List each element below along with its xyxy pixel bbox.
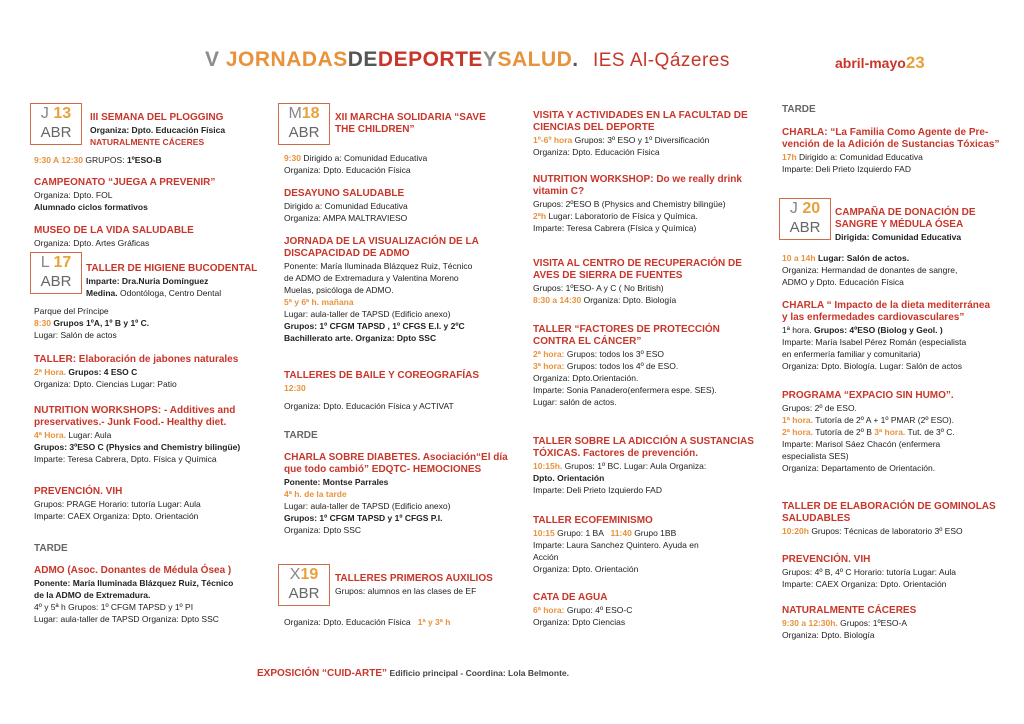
event-audience: Dirigido a: Comunidad Educativa (303, 153, 428, 163)
event-title: PROGRAMA “EXPACIO SIN HUMO”. (782, 390, 954, 401)
event-speaker: Imparte: Dra.Nuria Domínguez (86, 276, 209, 286)
event-speaker: Imparte: Teresa Cabrera, Dpto. Física y Química (34, 454, 217, 464)
event-title-2: vención de la Adición de Sustancias Tóxicas” (782, 139, 1000, 150)
event-time-2: 2ª hora. (782, 427, 814, 437)
event-groups: 4º y 5ª h Grupos: 1º CFGM TAPSD y 1º PI (34, 602, 194, 612)
footer-detail: Edificio principal - Coordina: Lola Belmonte. (389, 668, 569, 678)
event-title-2: CIENCIAS DEL DEPORTE (533, 122, 655, 133)
title-deporte: DEPORTE (377, 48, 483, 71)
event-groups-label: GRUPOS: (85, 155, 125, 165)
date-number: 17 (53, 254, 72, 271)
event-title: TALLER: Elaboración de jabones naturales (34, 354, 239, 365)
event-title-2: DISCAPACIDAD DE ADMO (284, 248, 410, 259)
event-title: NATURALMENTE CÁCERES (782, 605, 917, 616)
event-groups: Grupos: 4º B, 4º C Horario: tutoría Lugar: Aula (782, 567, 956, 577)
event-audience: Dirigido a: Comunidad Educativa (799, 152, 923, 162)
event-org: Organiza: Dpto. Biología (583, 295, 677, 305)
school-name: IES Al-Qázeres (592, 50, 730, 71)
event-place: Lugar: salón de actos. (533, 397, 617, 407)
event-time: 1ª hora. (782, 415, 814, 425)
event-title: CAMPEONATO “JUEGA A PREVENIR” (34, 177, 216, 188)
date-weekday: J (40, 105, 49, 122)
event-title: XII MARCHA SOLIDARIA “SAVE (335, 112, 486, 123)
event-title: CHARLA SOBRE DIABETES. Asociación“El día (284, 452, 508, 463)
event-time: 1ª hora. (782, 325, 812, 335)
event-time: 1º-6º hora (533, 135, 573, 145)
event-time: 10:20h (782, 526, 809, 536)
event-title-2: y las enfermedades cardiovasculares” (782, 312, 965, 323)
event-org-2: ADMO y Dpto. Educación Física (782, 277, 904, 287)
date-weekday: L (40, 254, 50, 271)
event-org: Organiza: Dpto. Biología (782, 630, 875, 640)
date-weekday: X (289, 566, 301, 583)
date-box-18 (278, 103, 330, 145)
date-box-17 (30, 252, 82, 294)
event-groups: Grupos: Técnicas de laboratorio 3º ESO (811, 526, 963, 536)
event-time: 17h (782, 152, 797, 162)
event-title: VISITA Y ACTIVIDADES EN LA FACULTAD DE (533, 110, 748, 121)
event-time: 2ª Hora. (34, 367, 66, 377)
period (835, 53, 925, 73)
date-number: 19 (300, 566, 319, 583)
event-speaker-2: de la ADMO de Extremadura. (34, 590, 151, 600)
event-groups: Grupos: 3ºESO C (Physics and Chemistry bilingüe) (34, 442, 241, 452)
event-detail-3: Tut. de 3º C. (907, 427, 955, 437)
event-org: Bachillerato arte. Organiza: Dpto SSC (284, 333, 437, 343)
event-speaker-2: especialista SES) (782, 451, 849, 461)
event-time: 1ª y 3ª h (417, 617, 451, 627)
event-groups: Grupos: 3º ESO y 1º Diversificación (574, 135, 710, 145)
title-y: Y (482, 48, 498, 71)
event-audience: Alumnado ciclos formativos (34, 202, 148, 212)
event-org: Organiza: Dpto. Ciencias Lugar: Patio (34, 379, 177, 389)
event-title: TALLERES PRIMEROS AUXILIOS (335, 573, 493, 584)
title-salud: SALUD (497, 48, 573, 71)
event-time: 9:30 (284, 153, 302, 163)
event-org: Organiza: Dpto.Orientación. (533, 373, 639, 383)
event-time: 4ª h. de la tarde (284, 489, 347, 499)
event-groups: Grupos: 1ºESO-A (840, 618, 908, 628)
event-title: VISITA AL CENTRO DE RECUPERACIÓN DE (533, 258, 742, 269)
event-org: Organiza: Departamento de Orientación. (782, 463, 936, 473)
event-title-2: THE CHILDREN” (335, 124, 415, 135)
event-org: Dpto. Orientación (533, 473, 605, 483)
event-groups: Grupos: 2ºESO B (Physics and Chemistry bilingüe) (533, 199, 726, 209)
event-speaker-2: en enfermería familiar y comunitaria) (782, 349, 921, 359)
event-groups: Grupos: 1º CFGM TAPSD y 1º CFGS P.I. (284, 513, 443, 523)
title-jornadas: JORNADAS (225, 48, 348, 71)
event-groups: Grupos: todos los 3º ESO (566, 349, 664, 359)
event-location: Parque del Príncipe (34, 306, 109, 316)
event-org: Organiza: Dpto. Educación Física (90, 125, 226, 135)
section-tarde: TARDE (34, 543, 68, 554)
event-org: Organiza: Dpto. Orientación (533, 564, 639, 574)
date-month: ABR (288, 124, 320, 141)
event-speaker: Imparte: Marisol Sáez Chacón (enfermera (782, 439, 941, 449)
event-place: Lugar: aula-taller de TAPSD Organiza: Dpto SSC (34, 614, 219, 624)
event-title: TALLER DE HIGIENE BUCODENTAL (86, 263, 258, 274)
event-groups-2: Grupo 1BB (634, 528, 677, 538)
event-title: MUSEO DE LA VIDA SALUDABLE (34, 225, 194, 236)
event-org: Organiza: Dpto. Educación Física (284, 617, 411, 627)
event-title: DESAYUNO SALUDABLE (284, 188, 405, 199)
event-place: Lugar: Salón de actos. (817, 253, 910, 263)
event-groups: Grupos: 1º BC. Lugar: Aula Organiza: (564, 461, 707, 471)
event-speaker-role: Odontóloga, Centro Dental (117, 288, 222, 298)
event-title-2: preservatives.- Junk Food.- Healthy diet. (34, 417, 227, 428)
event-title: JORNADA DE LA VISUALIZACIÓN DE LA (284, 236, 479, 247)
date-month: ABR (288, 585, 320, 602)
period-months: abril-mayo (835, 55, 906, 71)
date-number: 18 (301, 105, 320, 122)
event-speaker-name: Medina. (86, 288, 118, 298)
event-speaker-2: de ADMO de Extremadura y Valentina Moreno (284, 273, 459, 283)
event-groups: Grupos: 4 ESO C (68, 367, 138, 377)
title-de: DE (347, 48, 378, 71)
event-title: PREVENCIÓN. VIH (34, 486, 123, 497)
event-org: Organiza: Dpto. Artes Gráficas (34, 238, 150, 248)
event-time: 12:30 (284, 383, 306, 393)
event-place: Lugar: aula-taller de TAPSD (Edificio anexo) (284, 309, 451, 319)
event-speaker: Imparte: Deli Prieto Izquierdo FAD (782, 164, 911, 174)
section-tarde: TARDE (782, 104, 816, 115)
header (0, 44, 1024, 78)
event-groups: Grupos: 4ºESO (Biolog y Geol. ) (813, 325, 943, 335)
event-groups: Grupos 1ºA, 1º B y 1º C. (53, 318, 150, 328)
event-groups: Grupo: 4º ESO-C (566, 605, 633, 615)
event-title: TALLER “FACTORES DE PROTECCIÓN (533, 324, 720, 335)
event-detail-2: Tutoría de 2º B (815, 427, 872, 437)
event-speaker-3: Muelas, psicóloga de ADMO. (284, 285, 394, 295)
date-weekday: J (789, 200, 798, 217)
event-title-2: SANGRE Y MÉDULA ÓSEA (835, 219, 964, 230)
event-org: Organiza: Dpto. Biología. Lugar: Salón de actos (782, 361, 963, 371)
event-time: 4ª Hora. (34, 430, 66, 440)
date-month: ABR (789, 219, 821, 236)
section-tarde: TARDE (284, 430, 318, 441)
event-time: 9:30 A 12:30 (34, 155, 83, 165)
period-year: 23 (905, 53, 925, 72)
event-speaker: Imparte: Teresa Cabrera (Física y Química) (533, 223, 697, 233)
event-speaker-2: Acción (533, 552, 559, 562)
event-time: 2ªh (533, 211, 547, 221)
event-place: Lugar: Laboratorio de Física y Química. (548, 211, 698, 221)
event-speaker: Imparte: CAEX Organiza: Dpto. Orientación (782, 579, 947, 589)
event-speaker: Ponente: María Iluminada Blázquez Ruiz, Técnico (284, 261, 473, 271)
page-title (205, 48, 730, 72)
event-time: 10 a 14h (782, 253, 816, 263)
event-org: Organiza: Dpto SSC (284, 525, 362, 535)
event-speaker: Imparte: María Isabel Pérez Román (especialista (782, 337, 967, 347)
event-org: Organiza: Hermandad de donantes de sangre, (782, 265, 958, 275)
event-time: 5ª y 6ª h. mañana (284, 297, 354, 307)
event-time: 8:30 (34, 318, 52, 328)
event-time: 10:15h. (533, 461, 563, 471)
date-weekday: M (288, 105, 302, 122)
event-org: Organiza: Dpto. FOL (34, 190, 113, 200)
event-title: NUTRITION WORKSHOP: Do we really drink (533, 174, 742, 185)
date-box-13 (30, 103, 82, 145)
event-title: III SEMANA DEL PLOGGING (90, 112, 224, 123)
event-place: Lugar: Aula (68, 430, 112, 440)
event-title: CAMPAÑA DE DONACIÓN DE (835, 207, 976, 218)
event-title-2: que todo cambió” EDQTC- HEMOCIONES (284, 464, 482, 475)
event-groups: Grupos: alumnos en las clases de EF (335, 586, 477, 596)
event-groups: Grupos: 1ºESO- A y C ( No British) (533, 283, 664, 293)
event-title-2: SALUDABLES (782, 513, 851, 524)
event-time: 10:15 (533, 528, 555, 538)
event-time-3: 3ª hora. (874, 427, 906, 437)
event-title-2: vitamin C? (533, 186, 585, 197)
date-box-20 (779, 198, 831, 240)
event-title: TALLERES DE BAILE Y COREOGRAFÍAS (284, 370, 480, 381)
event-groups: Grupos: PRAGE Horario: tutoría Lugar: Aula (34, 499, 201, 509)
event-time-2: 11:40 (610, 528, 632, 538)
event-speaker: Imparte: Laura Sanchez Quintero. Ayuda en (533, 540, 699, 550)
date-number: 20 (802, 200, 821, 217)
event-subtitle: NATURALMENTE CÁCERES (90, 137, 205, 147)
event-time: 9:30 a 12:30h. (782, 618, 838, 628)
event-speaker: Imparte: Deli Prieto Izquierdo FAD (533, 485, 662, 495)
event-title-2: AVES DE SIERRA DE FUENTES (533, 270, 683, 281)
event-org: Organiza: Dpto. Educación Física (284, 165, 411, 175)
event-groups: Grupo: 1 BA (557, 528, 604, 538)
event-time: 2ª hora: (533, 349, 565, 359)
event-org: Organiza: Dpto Ciencias (533, 617, 626, 627)
event-detail: Tutoría de 2º A + 1º PMAR (2º ESO). (815, 415, 954, 425)
event-speaker: Imparte: Sonia Panadero(enfermera espe. SES). (533, 385, 717, 395)
event-title: ADMO (Asoc. Donantes de Médula Ósea ) (34, 565, 232, 576)
event-audience: Dirigida: Comunidad Educativa (835, 232, 962, 242)
event-speaker: Imparte: CAEX Organiza: Dpto. Orientación (34, 511, 199, 521)
footer (257, 668, 569, 680)
event-groups: 1ºESO-B (126, 155, 162, 165)
event-title-2: TÓXICAS. Factores de prevención. (533, 448, 699, 459)
event-groups: Grupos: 1º CFGM TAPSD , 1º CFGS E.I. y 2ºC (284, 321, 465, 331)
event-speaker: Ponente: María Iluminada Blázquez Ruiz, Técnico (34, 578, 234, 588)
event-groups: Grupos: 2º de ESO. (782, 403, 857, 413)
event-audience: Dirigido a: Comunidad Educativa (284, 201, 408, 211)
event-org: Organiza: Dpto. Educación Física (533, 147, 660, 157)
event-time: 6ª hora: (533, 605, 565, 615)
event-title: NUTRITION WORKSHOPS: - Additives and (34, 405, 236, 416)
event-place: Lugar: aula-taller de TAPSD (Edificio anexo) (284, 501, 451, 511)
title-dot: . (572, 48, 579, 71)
event-speaker: Ponente: Montse Parrales (284, 477, 389, 487)
event-title: CHARLA: “La Familia Como Agente de Pre- (782, 127, 989, 138)
footer-title: EXPOSICIÓN “CUID-ARTE” (257, 668, 388, 679)
event-place: Lugar: Salón de actos (34, 330, 117, 340)
event-title: CHARLA “ Impacto de la dieta mediterránea (782, 300, 991, 311)
date-month: ABR (40, 124, 72, 141)
event-org: Organiza: Dpto. Educación Física y ACTIVAT (284, 401, 454, 411)
event-title-2: CONTRA EL CÁNCER” (533, 336, 642, 347)
event-time-2: 3ª hora: (533, 361, 565, 371)
event-title: CATA DE AGUA (533, 592, 608, 603)
event-org: Organiza: AMPA MALTRAVIESO (284, 213, 408, 223)
event-title: TALLER ECOFEMINISMO (533, 515, 653, 526)
date-month: ABR (40, 273, 72, 290)
event-groups-2: Grupos: todos los 4º de ESO. (566, 361, 679, 371)
date-box-19 (278, 564, 330, 606)
event-title: TALLER SOBRE LA ADICCIÓN A SUSTANCIAS (533, 436, 754, 447)
event-time: 8:30 a 14:30 (533, 295, 582, 305)
date-number: 13 (53, 105, 72, 122)
event-title: PREVENCIÓN. VIH (782, 554, 871, 565)
title-v: V (205, 48, 220, 71)
event-title: TALLER DE ELABORACIÓN DE GOMINOLAS (782, 501, 996, 512)
